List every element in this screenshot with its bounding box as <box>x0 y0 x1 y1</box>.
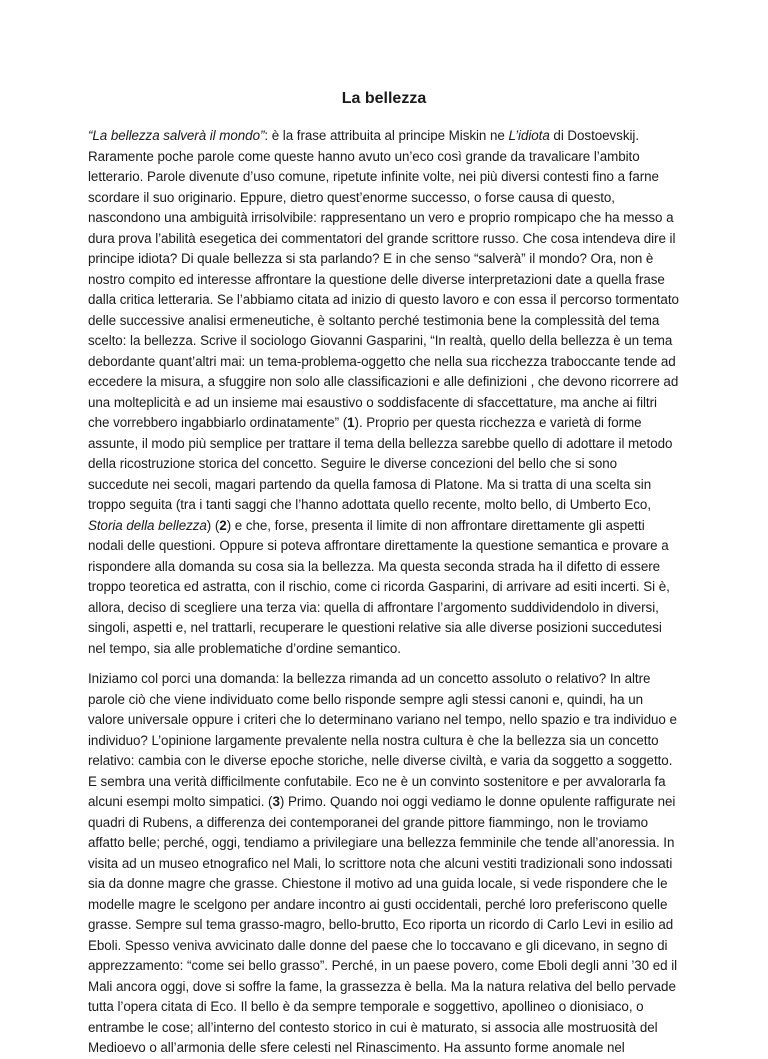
paragraph-2 <box>88 669 680 1059</box>
text-run: : è la frase attribuita al principe Miskin ne <box>264 128 509 143</box>
text-run: ) Primo. Quando noi oggi vediamo le donne opulente raffigurate nei quadri di Rubens, a differenza dei contemporanei del grande pittore fiammingo, non le troviamo affatto belle; perché, oggi, tendiamo a privilegiare una bellezza femminile che tende all’anoressia. In visita ad un museo etnografico nel Mali, lo scrittore nota che alcuni vestiti tradizionali sono indossati sia da donne magre che grasse. Chiestone il motivo ad una guida locale, si vede rispondere che le modelle magre le scelgono per andare incontro ai gusti occidentali, perché loro preferiscono quelle grasse. Sempre sul tema grasso-magro, bello-brutto, Eco riporta un ricordo di Carlo Levi in esilio ad Eboli. Spesso veniva avvicinato dalle donne del paese che lo toccavano e gli dicevano, in segno di apprezzamento: “come sei bello grasso”. Perché, in un paese povero, come Eboli degli anni ’30 ed il Mali ancora oggi, dove si soffre la fame, la grassezza è bella. Ma la natura relativa del bello pervade tutta l’opera citata di Eco. Il bello è da sempre temporale e soggettivo, apollineo o dionisiaco, o entrambe le cose; all’interno del contesto storico in cui è maturato, si associa alle mostruosità del Medioevo o all’armonia delle sfere celesti nel Rinascimento. Ha assunto forme anomale nel <box>88 794 678 1055</box>
footnote-ref-1: 1 <box>347 415 355 430</box>
paragraph-1 <box>88 126 680 659</box>
document-title: La bellezza <box>341 90 427 107</box>
book-title-2: Storia della bellezza <box>88 517 207 533</box>
document-body <box>88 126 680 1059</box>
text-run: di Dostoevskij. Raramente poche parole come queste hanno avuto un’eco così grande da travalicare l’ambito letterario. Parole divenute d’uso comune, ripetute infinite volte, nei più diversi contesti fino a farne scordare il suo originario. Eppure, dietro quest’enorme successo, o forse causa di questo, nascondono una ambiguità irrisolvibile: rappresentano un vero e proprio rompicapo che ha messo a dura prova l’abilità esegetica dei commentatori del grande scrittore russo. Che cosa intendeva dire il principe idiota? Di quale bellezza si sta parlando? E in che senso “salverà” il mondo? Ora, non è nostro compito ed interesse affrontare la questione delle diverse interpretazioni date a quella frase dalla critica letteraria. Se l’abbiamo citata ad inizio di questo lavoro e con essa il percorso tormentato delle successive analisi ermeneutiche, è soltanto perché testimonia bene la complessità del tema scelto: la bellezza. Scrive il sociologo Giovanni Gasparini, “In realtà, quello della bellezza è un tema debordante quant’altri mai: un tema-problema-oggetto che nella sua ricchezza traboccante tende ad eccedere la misura, a sfuggire non solo alle classificazioni e alle definizioni , che devono ricorrere ad una molteplicità e ad un insieme mai esaustivo o soddisfacente di sfaccettature, ma anche ai filtri che vorrebbero ingabbiarlo ordinatamente” ( <box>88 128 679 430</box>
text-run: ) ( <box>206 517 220 533</box>
text-run: Iniziamo col porci una domanda: la bellezza rimanda ad un concetto assoluto o relativo? In altre parole ciò che viene individuato come bello risponde sempre agli stessi canoni e, quindi, ha un valore universale oppure i criteri che lo determinano variano nel tempo, nello spazio e tra individuo e individuo? L’opinione largamente prevalente nella nostra cultura è che la bellezza sia un concetto relativo: cambia con le diverse epoche storiche, nelle diverse civiltà, e varia da soggetto a soggetto. E sembra una verità difficilmente confutabile. Eco ne è un convinto sostenitore e per avvalorarla fa alcuni esempi molto simpatici. ( <box>88 671 677 809</box>
footnote-ref-3: 3 <box>272 794 280 809</box>
book-title: L’idiota <box>508 128 550 143</box>
text-run: ). Proprio per questa ricchezza e varietà di forme assunte, il modo più semplice per trattare il tema della bellezza sarebbe quello di adottare il metodo della ricostruzione storica del concetto. Seguire le diverse concezioni del bello che si sono succedute nei secoli, magari partendo da quella famosa di Platone. Ma si tratta di una scelta sin troppo seguita (tra i tanti saggi che l’hanno adottata quello recente, molto bello, di Umberto Eco, <box>88 415 673 512</box>
footnote-ref-2: 2 <box>219 517 227 533</box>
opening-quote: “La bellezza salverà il mondo” <box>88 128 265 143</box>
text-run: ) e che, forse, presenta il limite di non affrontare direttamente gli aspetti nodali delle questioni. Oppure si poteva affrontare direttamente la questione semantica e provare a rispondere alla domanda su cosa sia la bellezza. Ma questa seconda strada ha il difetto di essere troppo teoretica ed astratta, con il rischio, come ci ricorda Gasparini, di arrivare ad esiti incerti. Si è, allora, deciso di scegliere una terza via: quella di affrontare l’argomento suddividendolo in diversi, singoli, aspetti e, nel trattarli, recuperare le questioni relative sia alle diverse posizioni succedutesi nel tempo, sia alle problematiche d’ordine semantico. <box>88 517 670 656</box>
